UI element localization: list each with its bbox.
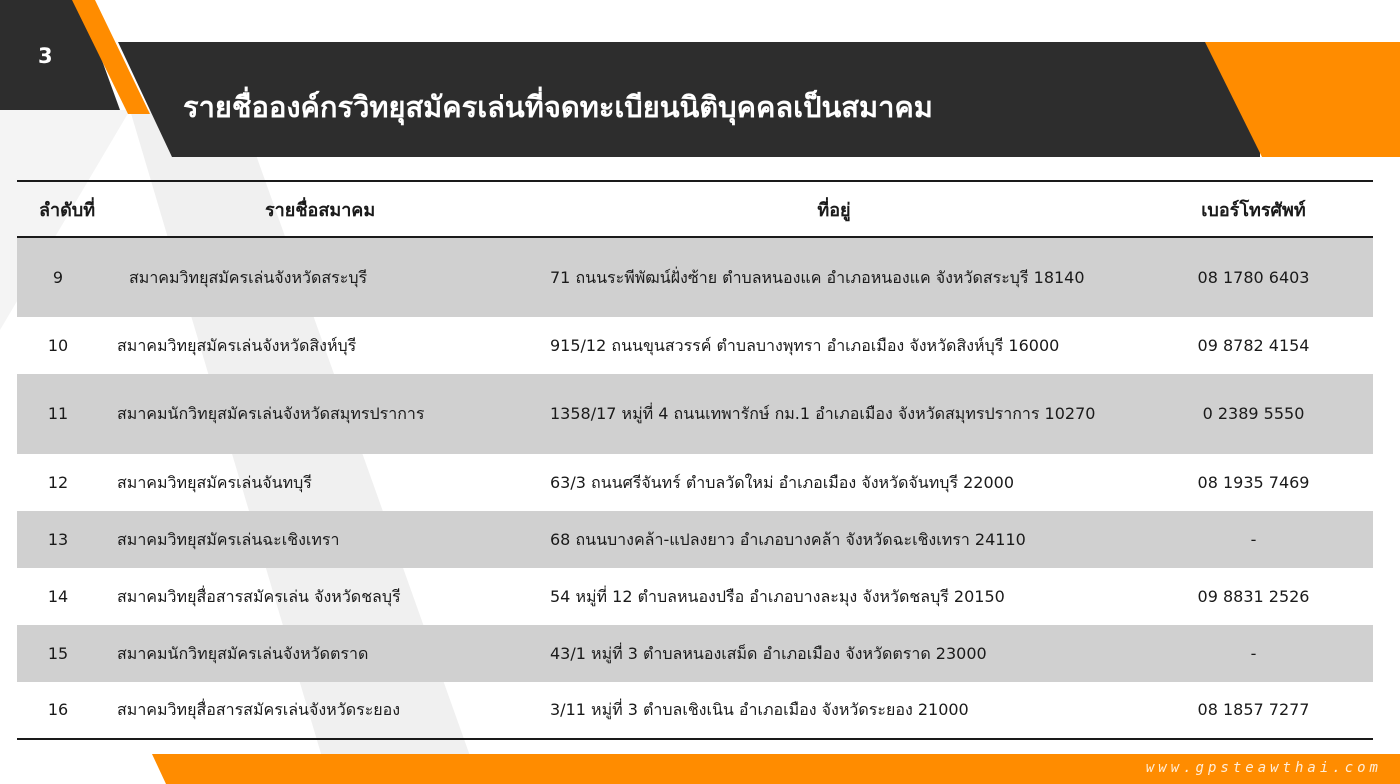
header-name: รายชื่อสมาคม xyxy=(117,181,534,237)
table-row xyxy=(17,682,1373,739)
association-table xyxy=(17,180,1373,740)
table-row xyxy=(17,317,1373,374)
table-header-row xyxy=(17,181,1373,237)
page-number: 3 xyxy=(38,44,53,68)
header-address: ที่อยู่ xyxy=(534,181,1134,237)
website-watermark: www.gpsteawthai.com xyxy=(1145,760,1382,776)
row-phone: 08 1935 7469 xyxy=(1197,472,1310,492)
row-phone: 09 8831 2526 xyxy=(1197,586,1310,606)
table-row xyxy=(17,511,1373,568)
row-no: 12 xyxy=(47,472,69,492)
row-phone: 09 8782 4154 xyxy=(1197,335,1310,355)
row-name: สมาคมวิทยุสมัครเล่นจันทบุรี xyxy=(117,472,312,492)
row-phone: - xyxy=(1134,625,1373,682)
row-name: สมาคมวิทยุสมัครเล่นฉะเชิงเทรา xyxy=(117,511,534,568)
row-name: สมาคมนักวิทยุสมัครเล่นจังหวัดตราด xyxy=(117,625,534,682)
row-name: สมาคมนักวิทยุสมัครเล่นจังหวัดสมุทรปราการ xyxy=(117,374,534,454)
row-name: สมาคมวิทยุสมัครเล่นจังหวัดสิงห์บุรี xyxy=(117,335,357,355)
row-no: 13 xyxy=(17,511,117,568)
row-address: 1358/17 หมู่ที่ 4 ถนนเทพารักษ์ กม.1 อำเภอเมือง จังหวัดสมุทรปราการ 10270 xyxy=(534,374,1134,454)
row-no: 10 xyxy=(47,335,69,355)
row-no: 15 xyxy=(17,625,117,682)
table-row xyxy=(17,237,1373,317)
row-address: 71 ถนนระพีพัฒน์ฝั่งซ้าย ตำบลหนองแค อำเภอหนองแค จังหวัดสระบุรี 18140 xyxy=(534,237,1134,317)
row-address: 63/3 ถนนศรีจันทร์ ตำบลวัดใหม่ อำเภอเมือง จังหวัดจันทบุรี 22000 xyxy=(550,472,1015,492)
row-address: 915/12 ถนนขุนสวรรค์ ตำบลบางพุทรา อำเภอเมือง จังหวัดสิงห์บุรี 16000 xyxy=(550,335,1060,355)
header-phone: เบอร์โทรศัพท์ xyxy=(1134,181,1373,237)
row-no: 9 xyxy=(17,237,117,317)
row-address: 68 ถนนบางคล้า-แปลงยาว อำเภอบางคล้า จังหวัดฉะเชิงเทรา 24110 xyxy=(534,511,1134,568)
row-name: สมาคมวิทยุสื่อสารสมัครเล่น จังหวัดชลบุรี xyxy=(117,586,401,606)
header-no: ลำดับที่ xyxy=(17,181,117,237)
row-no: 16 xyxy=(17,682,117,739)
row-no: 11 xyxy=(17,374,117,454)
row-name: สมาคมวิทยุสื่อสารสมัครเล่นจังหวัดระยอง xyxy=(117,682,534,739)
table-row xyxy=(17,625,1373,682)
row-phone: 08 1780 6403 xyxy=(1134,237,1373,317)
row-address: 54 หมู่ที่ 12 ตำบลหนองปรือ อำเภอบางละมุง จังหวัดชลบุรี 20150 xyxy=(550,586,1005,606)
table-row xyxy=(17,454,1373,511)
page-title: รายชื่อองค์กรวิทยุสมัครเล่นที่จดทะเบียนนิติบุคคลเป็นสมาคม xyxy=(183,90,933,124)
table-row xyxy=(17,374,1373,454)
table-row xyxy=(17,568,1373,625)
row-address: 3/11 หมู่ที่ 3 ตำบลเชิงเนิน อำเภอเมือง จังหวัดระยอง 21000 xyxy=(534,682,1134,739)
row-address: 43/1 หมู่ที่ 3 ตำบลหนองเสม็ด อำเภอเมือง จังหวัดตราด 23000 xyxy=(534,625,1134,682)
row-phone: 08 1857 7277 xyxy=(1134,682,1373,739)
row-phone: - xyxy=(1134,511,1373,568)
row-no: 14 xyxy=(47,586,69,606)
row-phone: 0 2389 5550 xyxy=(1134,374,1373,454)
row-name: สมาคมวิทยุสมัครเล่นจังหวัดสระบุรี xyxy=(117,237,534,317)
